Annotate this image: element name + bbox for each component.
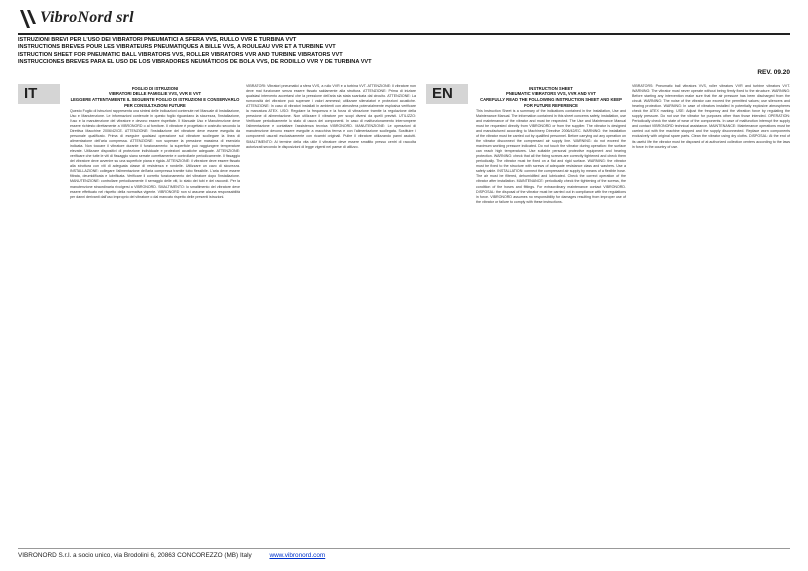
body-text-en: This Instruction Sheet is a summary of the indications contained in the Installation, Use and Maintenance Manual. The information contained in this sheet concerns safety, installation, use and maintenance of the vibrator and must be respected. The Use and Maintenance Manual must be requested directly from VIBRONORD or from the supplier. The vibrator is designed and manufactured according to Machinery Directive 2006/42/EC. WARNING: the installation of the vibrator must be carried out by qualified personnel. Before carrying out any operation on the vibrator disconnect the compressed air supply line. WARNING: do not exceed the maximum working pressure indicated. Do not touch the vibrator during operation: the surface can reach high temperatures. Use suitable personal protective equipment and hearing protection. WARNING: check that all the fixing screws are correctly tightened and check them periodically. The vibrator must be fixed on a flat and rigid surface. WARNING: the vibrator must be fixed to the structure with screws of adequate resistance class and washers. Use a safety cable. INSTALLATION: connect the compressed air supply by means of a flexible hose. The air must be filtered, dehumidified and lubricated. Check the correct operation of the vibrator after installation. MAINTENANCE: periodically check the tightening of the screws, the condition of the hoses and fittings. For extraordinary maintenance contact VIBRONORD. DISPOSAL: the disposal of the vibrator must be carried out in compliance with the regulations in force. VIBRONORD assumes no responsibility for damages resulting from improper use of the vibrator or failure to comply with these instructions. — [476, 108, 626, 204]
revision-label: REV. 09.20 — [757, 69, 790, 76]
lang-box-it: IT — [18, 84, 60, 104]
document-footer — [18, 552, 325, 559]
lang-box-en: EN — [426, 84, 468, 104]
column-en-left — [476, 86, 626, 546]
title-es: INSTRUCCIONES BREVES PARA EL USO DE LOS VIBRADORES NEUMÁTICOS DE BOLA VVS, DE RODILLO VVR Y DE TURBINA VVT — [18, 59, 372, 66]
column-en-right — [632, 84, 790, 544]
footer-divider — [18, 548, 790, 549]
body-text-it: Questo Foglio di Istruzioni rappresenta una sintesi delle indicazioni contenute nel Manuale di Installazione, Uso e Manutenzione. Le informazioni contenute in questo foglio riguardano la sicurezza, l'installazione, l'uso e la manutenzione del vibratore e devono essere rispettate. Il Manuale Uso e Manutenzione deve essere richiesto direttamente a VIBRONORD o al fornitore. Il vibratore è progettato e costruito secondo la Direttiva Macchine 2006/42/CE. ATTENZIONE: l'installazione del vibratore deve essere eseguita da personale qualificato. Prima di eseguire qualsiasi operazione sul vibratore scollegare la linea di alimentazione dell'aria compressa. ATTENZIONE: non superare la pressione massima di esercizio indicata. Non toccare il vibratore durante il funzionamento: la superficie può raggiungere temperature elevate. Utilizzare dispositivi di protezione individuale e protezioni acustiche adeguate. ATTENZIONE: verificare che tutte le viti di fissaggio siano serrate correttamente e controllarle periodicamente. Il fissaggio del vibratore deve avvenire su una superficie piana e rigida. ATTENZIONE: il vibratore deve essere fissato alla struttura con viti di adeguata classe di resistenza e rondelle. Utilizzare un cavo di sicurezza. INSTALLAZIONE: collegare l'alimentazione dell'aria compressa tramite tubo flessibile. L'aria deve essere filtrata, deumidificata e lubrificata. Verificare il corretto funzionamento del vibratore dopo l'installazione. MANUTENZIONE: controllare periodicamente il serraggio delle viti, lo stato dei tubi e dei raccordi. Per la manutenzione straordinaria rivolgersi a VIBRONORD. SMALTIMENTO: lo smaltimento del vibratore deve essere effettuato nel rispetto della normativa vigente. VIBRONORD non si assume alcuna responsabilità per danni derivanti dall'uso improprio del vibratore o dal mancato rispetto delle presenti istruzioni. — [70, 108, 240, 199]
website-link[interactable]: www.vibronord.com — [269, 552, 326, 559]
column-it-right — [246, 84, 416, 544]
document-header — [18, 6, 790, 36]
title-fr: INSTRUCTIONS BREVES POUR LES VIBRATEURS PNEUMATIQUES A BILLE VVS, A ROULEAU VVR ET A TURBINE VVT — [18, 44, 336, 51]
section-subtitle-it: LEGGERE ATTENTAMENTE IL SEGUENTE FOGLIO DI ISTRUZIONI E CONSERVARLO PER CONSULTAZIONI FUTURE — [70, 97, 240, 108]
title-en: ISTRUCTION SHEET FOR PNEUMATIC BALL VIBRATORS VVS, ROLLER VIBRATORS VVR AND TURBINE VIBRATORS VVT — [18, 51, 343, 58]
column-it-left — [70, 86, 240, 546]
company-address: VIBRONORD S.r.l. a socio unico, via Brodolini 6, 20863 CONCOREZZO (MB) Italy — [18, 552, 252, 559]
section-subtitle-en: CAREFULLY READ THE FOLLOWING INSTRUCTION SHEET AND KEEP FOR FUTURE REFERENCE — [480, 97, 622, 108]
section-title-en: INSTRUCTION SHEET PNEUMATIC VIBRATORS VVS, VVR AND VVT — [506, 86, 596, 97]
header-divider — [18, 33, 790, 35]
body-text-it-2: VIBRATORI: Vibratori pneumatici a sfera VVS, a rullo VVR e a turbina VVT. ATTENZIONE: Il vibratore non deve mai funzionare senza essere fissato saldamente alla struttura. ATTENZIONE: Prima di iniziare qualsiasi intervento accertarsi che la pressione dell'aria sia stata scaricata dal circuito. ATTENZIONE: La rumorosità del vibratore può superare i valori ammessi; utilizzare silenziatori e protezioni acustiche. ATTENZIONE: In caso di vibratori installati in ambienti con atmosfera potenzialmente esplosiva verificare la marcatura ATEX. USO: Regolare la frequenza e la forza di vibrazione tramite la regolazione della pressione di alimentazione. Non utilizzare il vibratore per scopi diversi da quelli previsti. UTILIZZO: Verificare periodicamente lo stato di usura dei componenti. In caso di malfunzionamento interrompere l'alimentazione e contattare l'assistenza tecnica VIBRONORD. MANUTENZIONE: Le operazioni di manutenzione devono essere eseguite a macchina ferma e con l'alimentazione scollegata. Sostituire i componenti usurati esclusivamente con ricambi originali. Pulire il vibratore utilizzando panni asciutti. SMALTIMENTO: Al termine della vita utile il vibratore deve essere smaltito presso centri di raccolta autorizzati secondo le disposizioni di legge vigenti nel paese di utilizzo. — [246, 84, 416, 149]
company-logo-text: VibroNord srl — [40, 9, 134, 26]
title-it: ISTRUZIONI BREVI PER L'USO DEI VIBRATORI PNEUMATICI A SFERA VVS, RULLO VVR E TURBINA VVT — [18, 37, 297, 43]
section-title-it: FOGLIO DI ISTRUZIONI VIBRATORI DELLE FAMIGLIE VVS, VVR E VVT — [108, 86, 202, 97]
document-titles — [18, 37, 518, 67]
vibronord-logo-icon — [18, 8, 38, 30]
body-text-en-2: VIBRATORS: Pneumatic ball vibrators VVS, roller vibrators VVR and turbine vibrators VVT. WARNING: The vibrator must never operate without being firmly fixed to the structure. WARNING: Before starting any intervention make sure that the air pressure has been discharged from the circuit. WARNING: The noise of the vibrator can exceed the permitted values; use silencers and hearing protection. WARNING: In case of vibrators installed in potentially explosive atmospheres check the ATEX marking. USE: Adjust the frequency and the vibration force by regulating the supply pressure. Do not use the vibrator for purposes other than those intended. OPERATION: Periodically check the state of wear of the components. In case of malfunction interrupt the supply and contact VIBRONORD technical assistance. MAINTENANCE: Maintenance operations must be carried out with the machine stopped and the supply disconnected. Replace worn components exclusively with original spare parts. Clean the vibrator using dry cloths. DISPOSAL: At the end of its useful life the vibrator must be disposed of at authorized collection centers according to the laws in force in the country of use. — [632, 84, 790, 149]
